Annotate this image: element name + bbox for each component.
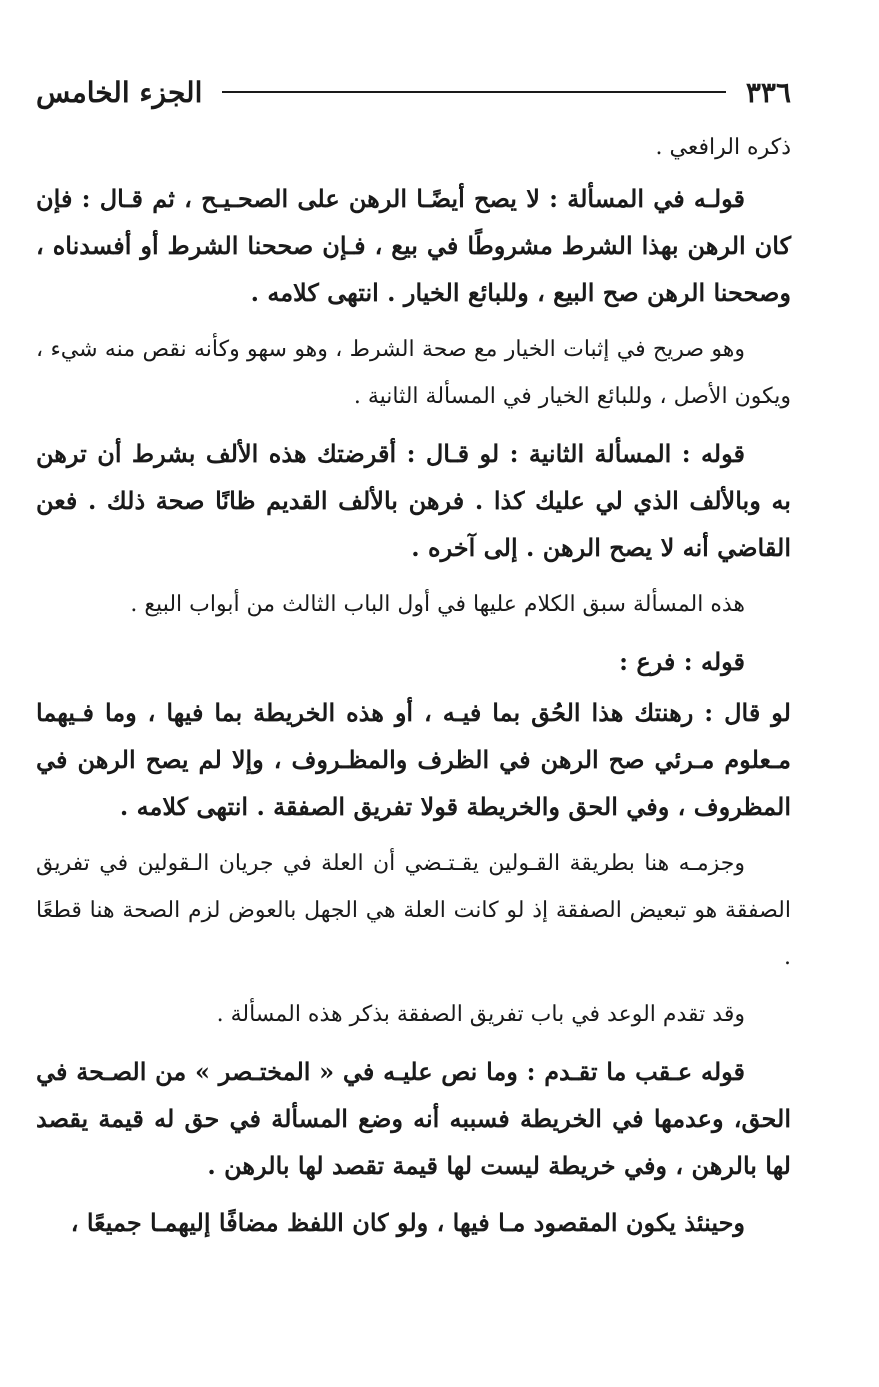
running-title: الجزء الخامس — [36, 75, 203, 109]
header-rule — [222, 91, 726, 93]
quoted-paragraph: لو قال : رهنتك هذا الحُق بما فيـه ، أو هذه الخريطة بما فيها ، وما فـيهما مـعلوم مـرئي صح الرهن في الظرف والمظـروف ، وإلا لم يصح الرهن في المظروف ، وفي الحق والخريطة قولا تفريق الصفقة . انتهى كلامه . — [36, 698, 791, 821]
commentary-paragraph: وهو صريح في إثبات الخيار مع صحة الشرط ، وهو سهو وكأنه نقص منه شيء ، ويكون الأصل ، وللبائع الخيار في المسألة الثانية . — [36, 337, 791, 409]
book-page — [36, 70, 791, 1327]
commentary-paragraph: وجزمـه هنا بطريقة القـولين يقـتـضي أن العلة في جريان الـقولين في تفريق الصفقة هو تبعيض الصفقة إذ لو كانت العلة هي الجهل بالعوض لزم الصحة هنا قطعًا . — [36, 851, 791, 970]
page-number: ٣٣٦ — [745, 75, 791, 109]
quoted-paragraph: قوله : المسألة الثانية : لو قـال : أقرضتك هذه الألف بشرط أن ترهن به وبالألف الذي لي عليك كذا . فرهن بالألف القديم ظانًا صحة ذلك . فعن القاضي أنه لا يصح الرهن . إلى آخره . — [36, 439, 791, 562]
quoted-paragraph: قولـه في المسألة : لا يصح أيضًـا الرهن على الصحـيـح ، ثم قـال : فإن كان الرهن بهذا الشرط مشروطًا في بيع ، فـإن صححنا الشرط أو أفسدناه ، وصححنا الرهن صح البيع ، وللبائع الخيار . انتهى كلامه . — [36, 184, 791, 307]
quoted-heading: قوله : فرع : — [619, 647, 745, 676]
commentary-paragraph: وقد تقدم الوعد في باب تفريق الصفقة بذكر هذه المسألة . — [216, 1002, 745, 1027]
page-header — [36, 70, 791, 114]
commentary-paragraph: وحينئذ يكون المقصود مـا فيها ، ولو كان اللفظ مضافًا إليهمـا جميعًا ، — [70, 1208, 745, 1237]
page-body — [36, 124, 791, 1246]
paragraph: ذكره الرافعي . — [655, 135, 791, 160]
quoted-paragraph: قوله عـقب ما تقـدم : وما نص عليـه في « المختـصر » من الصـحة في الحق، وعدمها في الخريطة فسببه أنه وضع المسألة في حق له قيمة يقصد لها بالرهن ، وفي خريطة ليست لها قيمة تقصد لها بالرهن . — [36, 1057, 791, 1180]
commentary-paragraph: هذه المسألة سبق الكلام عليها في أول الباب الثالث من أبواب البيع . — [130, 592, 745, 617]
